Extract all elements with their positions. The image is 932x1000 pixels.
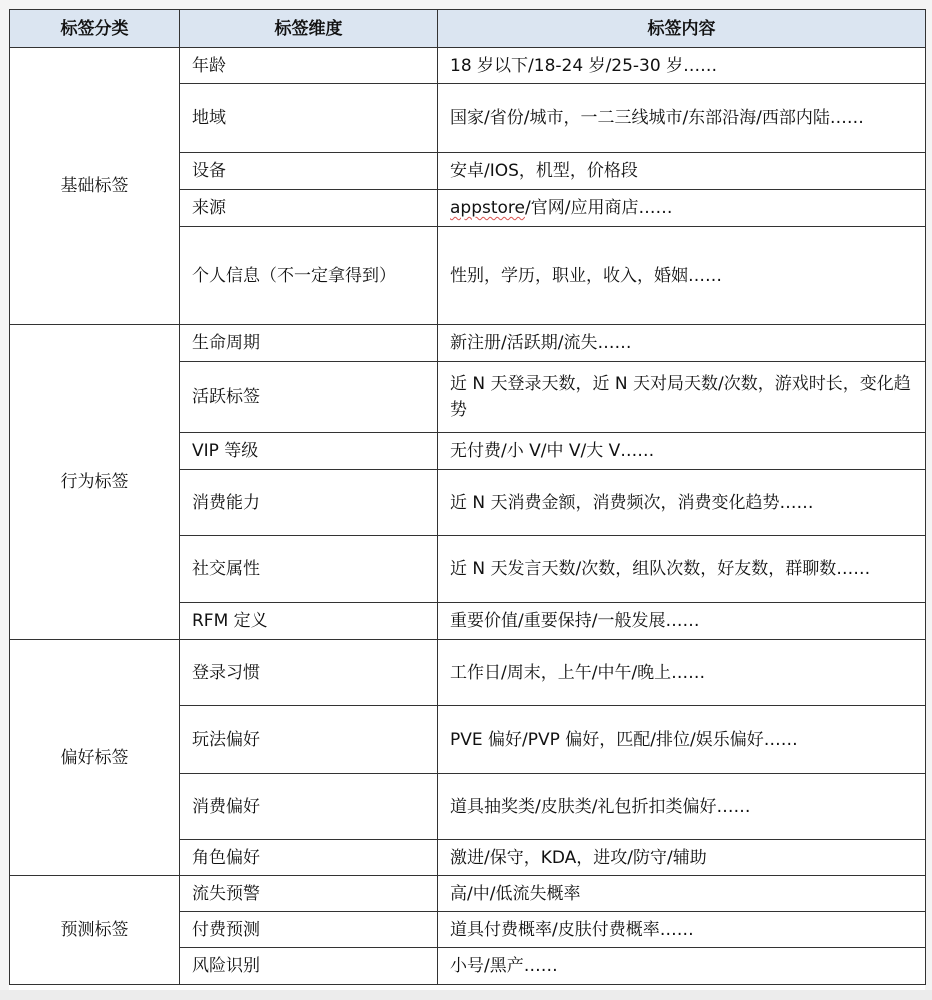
header-category: 标签分类 — [10, 10, 180, 48]
tag-table-panel — [9, 9, 925, 990]
content-cell: 道具抽奖类/皮肤类/礼包折扣类偏好…… — [438, 774, 926, 840]
tag-table — [9, 9, 926, 985]
dimension-cell: 活跃标签 — [180, 362, 438, 433]
category-cell: 偏好标签 — [10, 640, 180, 876]
dimension-cell: 登录习惯 — [180, 640, 438, 706]
table-row — [10, 48, 926, 84]
content-text: /官网/应用商店…… — [525, 198, 673, 218]
content-cell: 安卓/IOS，机型，价格段 — [438, 153, 926, 190]
content-cell: 18 岁以下/18-24 岁/25-30 岁…… — [438, 48, 926, 84]
dimension-cell: 社交属性 — [180, 536, 438, 603]
dimension-cell: 风险识别 — [180, 948, 438, 985]
content-cell: 近 N 天发言天数/次数，组队次数，好友数，群聊数…… — [438, 536, 926, 603]
dimension-cell: RFM 定义 — [180, 603, 438, 640]
dimension-cell: 角色偏好 — [180, 840, 438, 876]
content-cell: 高/中/低流失概率 — [438, 876, 926, 912]
dimension-cell: 来源 — [180, 190, 438, 227]
content-cell — [438, 190, 926, 227]
content-cell: 国家/省份/城市，一二三线城市/东部沿海/西部内陆…… — [438, 84, 926, 153]
dimension-cell: 流失预警 — [180, 876, 438, 912]
content-cell: 近 N 天登录天数，近 N 天对局天数/次数，游戏时长，变化趋势 — [438, 362, 926, 433]
dimension-cell: 付费预测 — [180, 912, 438, 948]
content-cell: 道具付费概率/皮肤付费概率…… — [438, 912, 926, 948]
table-row — [10, 325, 926, 362]
category-cell: 预测标签 — [10, 876, 180, 985]
bottom-fade — [0, 990, 932, 1000]
content-cell: 激进/保守，KDA，进攻/防守/辅助 — [438, 840, 926, 876]
dimension-cell: 玩法偏好 — [180, 706, 438, 774]
header-content: 标签内容 — [438, 10, 926, 48]
dimension-cell: 地域 — [180, 84, 438, 153]
content-cell: 新注册/活跃期/流失…… — [438, 325, 926, 362]
table-row — [10, 876, 926, 912]
spellcheck-underlined-word: appstore — [450, 198, 525, 218]
header-dimension: 标签维度 — [180, 10, 438, 48]
dimension-cell: 年龄 — [180, 48, 438, 84]
category-cell: 基础标签 — [10, 48, 180, 325]
content-cell: 性别，学历，职业，收入，婚姻…… — [438, 227, 926, 325]
dimension-cell: 个人信息（不一定拿得到） — [180, 227, 438, 325]
content-cell: 重要价值/重要保持/一般发展…… — [438, 603, 926, 640]
content-cell: 工作日/周末，上午/中午/晚上…… — [438, 640, 926, 706]
dimension-cell: 消费能力 — [180, 470, 438, 536]
content-cell: 无付费/小 V/中 V/大 V…… — [438, 433, 926, 470]
dimension-cell: VIP 等级 — [180, 433, 438, 470]
header-row — [10, 10, 926, 48]
content-cell: 近 N 天消费金额，消费频次，消费变化趋势…… — [438, 470, 926, 536]
dimension-cell: 设备 — [180, 153, 438, 190]
category-cell: 行为标签 — [10, 325, 180, 640]
content-cell: 小号/黑产…… — [438, 948, 926, 985]
dimension-cell: 消费偏好 — [180, 774, 438, 840]
content-cell: PVE 偏好/PVP 偏好，匹配/排位/娱乐偏好…… — [438, 706, 926, 774]
dimension-cell: 生命周期 — [180, 325, 438, 362]
table-row — [10, 640, 926, 706]
